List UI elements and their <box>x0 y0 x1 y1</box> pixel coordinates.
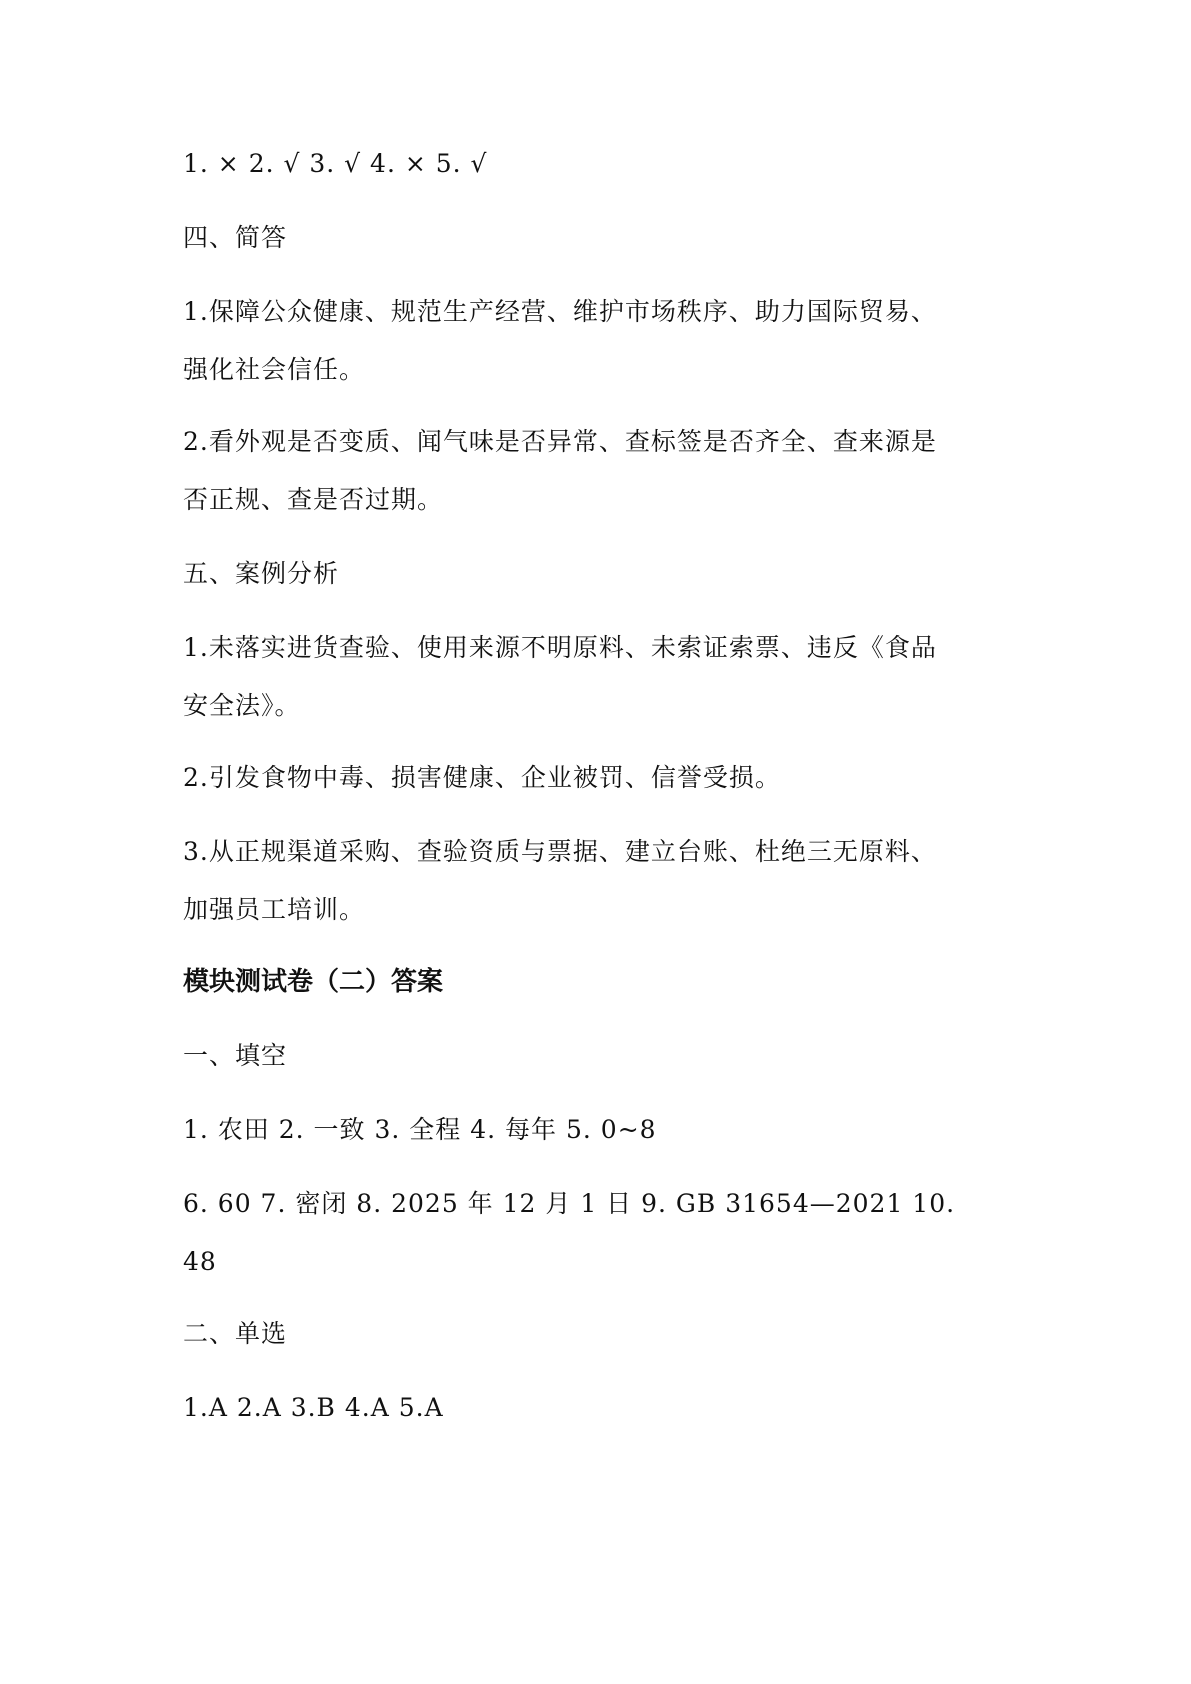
single-choice-answers: 1.A 2.A 3.B 4.A 5.A <box>183 1393 444 1422</box>
section-heading-case-analysis: 五、案例分析 <box>183 559 340 588</box>
case-answer-3-line-1: 3.从正规渠道采购、查验资质与票据、建立台账、杜绝三无原料、 <box>183 837 937 866</box>
short-answer-1-line-2: 强化社会信任。 <box>183 355 366 384</box>
case-answer-2: 2.引发食物中毒、损害健康、企业被罚、信誉受损。 <box>183 763 781 792</box>
section-heading-fill-blank: 一、填空 <box>183 1041 288 1070</box>
true-false-answers: 1. × 2. √ 3. √ 4. × 5. √ <box>183 149 488 178</box>
case-answer-1-line-2: 安全法》。 <box>183 691 301 720</box>
short-answer-1-line-1: 1.保障公众健康、规范生产经营、维护市场秩序、助力国际贸易、 <box>183 297 937 326</box>
short-answer-2-line-1: 2.看外观是否变质、闻气味是否异常、查标签是否齐全、查来源是 <box>183 427 937 456</box>
section-heading-short-answer: 四、简答 <box>183 223 288 252</box>
module-test-2-title: 模块测试卷（二）答案 <box>183 967 444 997</box>
case-answer-3-line-2: 加强员工培训。 <box>183 895 366 924</box>
short-answer-2-line-2: 否正规、查是否过期。 <box>183 485 444 514</box>
fill-blank-answers-1-5: 1. 农田 2. 一致 3. 全程 4. 每年 5. 0~8 <box>183 1115 657 1144</box>
section-heading-single-choice: 二、单选 <box>183 1319 288 1348</box>
fill-blank-answer-10-continued: 48 <box>183 1247 217 1276</box>
case-answer-1-line-1: 1.未落实进货查验、使用来源不明原料、未索证索票、违反《食品 <box>183 633 937 662</box>
fill-blank-answers-6-10: 6. 60 7. 密闭 8. 2025 年 12 月 1 日 9. GB 31654—2021 10. <box>183 1189 956 1218</box>
